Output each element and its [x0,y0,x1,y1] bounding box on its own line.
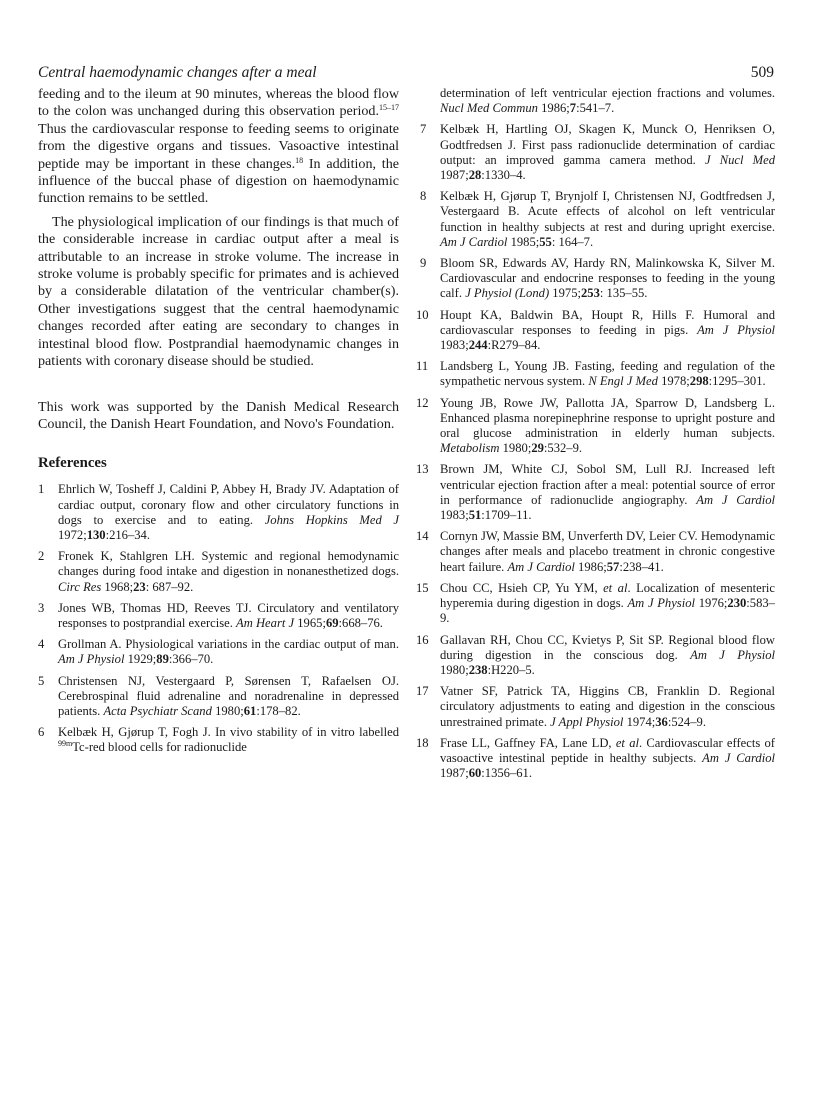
reference-item: 15 Chou CC, Hsieh CP, Yu YM, et al. Localization of mesenteric hyperemia during digestion in dogs. Am J Physiol 1976;230:583–9. [416,580,775,626]
page-number: 509 [750,64,774,81]
left-column [38,86,399,762]
reference-item: 11 Landsberg L, Young JB. Fasting, feeding and regulation of the sympathetic nervous system. N Engl J Med 1978;298:1295–301. [416,359,775,389]
citation-superscript: 15–17 [379,103,399,113]
citation-superscript: 18 [295,155,304,165]
reference-item: 7 Kelbæk H, Hartling OJ, Skagen K, Munck O, Henriksen O, Godtfredsen J. First pass radionuclide determination of cardiac output: an improved gamma camera method. J Nucl Med 1987;28:1330–4. [420,122,775,183]
reference-item: 12 Young JB, Rowe JW, Pallotta JA, Sparrow D, Landsberg L. Enhanced plasma norepinephrine response to upright posture and oral glucose administration in elderly human subjects. Metabolism 1980;29:532–9. [416,395,775,456]
reference-item: 8 Kelbæk H, Gjørup T, Brynjolf I, Christensen NJ, Godtfredsen J, Vestergaard B. Acute effects of alcohol on left ventricular function in healthy subjects at rest and during upright exercise. Am J Cardiol 1985;55: 164–7. [420,189,775,249]
references-heading: References [38,455,107,472]
reference-item: 3 Jones WB, Thomas HD, Reeves TJ. Circulatory and ventilatory responses to postprandial exercise. Am Heart J 1965;69:668–76. [38,600,399,630]
body-paragraph-continued: feeding and to the ileum at 90 minutes, whereas the blood flow to the colon was unchanged during this observation period.$^{15-17}$ Thus the cardiovascular response to feeding seems to originate from the digestive organs and tissues. Vasoactive intestinal peptide may be important in these changes.$^{18}$ In addition, the influence of the buccal phase of digestion on haemodynamic function remains to be settled. [38,86,399,207]
isotope-superscript: 99m [58,739,73,749]
running-head [38,64,774,86]
reference-item: 9 Bloom SR, Edwards AV, Hardy RN, Malinkowska K, Silver M. Cardiovascular and endocrine responses to feeding in the young calf. J Physiol (Lond) 1975;253: 135–55. [420,256,775,301]
reference-item: 17 Vatner SF, Patrick TA, Higgins CB, Franklin D. Regional circulatory adjustments to eating and digestion in the conscious unrestrained primate. J Appl Physiol 1974;36:524–9. [416,684,775,729]
body-paragraph-implication: The physiological implication of our findings is that much of the considerable increase in cardiac output after a meal is attributable to an increase in stroke volume. The increase in stroke volume is probably specific for primates and is achieved by a considerable dilatation of the ventricular chamber(s). Other investigations suggest that the central haemodynamic changes recorded after eating are secondary to changes in intestinal blood flow. Postprandial haemodynamic changes in patients with coronary disease should be studied. [38,213,399,370]
reference-item: 16 Gallavan RH, Chou CC, Kvietys P, Sit SP. Regional blood flow during digestion in the conscious dog. Am J Physiol 1980;238:H220–5. [416,632,776,677]
reference-item: 18 Frase LL, Gaffney FA, Lane LD, et al. Cardiovascular effects of vasoactive intestinal peptide in healthy subjects. Am J Cardiol 1987;60:1356–61. [416,735,775,781]
reference-item: 5 Christensen NJ, Vestergaard P, Sørensen T, Rafaelsen OJ. Cerebrospinal fluid adrenaline and noradrenaline in depressed patients. Acta Psychiatr Scand 1980;61:178–82. [38,673,399,718]
reference-item: 14 Cornyn JW, Massie BM, Unverferth DV, Leier CV. Hemodynamic changes after meals and placebo treatment in chronic congestive heart failure. Am J Cardiol 1986;57:238–41. [416,529,775,574]
running-title: Central haemodynamic changes after a meal [38,64,317,81]
reference-item: 4 Grollman A. Physiological variations in the cardiac output of man. Am J Physiol 1929;89:366–70. [38,637,399,667]
reference-continuation: determination of left ventricular ejection fractions and volumes. Nucl Med Commun 1986;7:541–7. [440,86,775,116]
right-column [416,86,776,787]
reference-item: 2 Fronek K, Stahlgren LH. Systemic and regional hemodynamic changes during food intake and digestion in nonanesthetized dogs. Circ Res 1968;23: 687–92. [38,549,399,594]
reference-item: 6 Kelbæk H, Gjørup T, Fogh J. In vivo stability of in vitro labelled $^{99m}$Tc-red blood cells for radionuclide [38,725,399,755]
reference-item: 10 Houpt KA, Baldwin BA, Houpt R, Hills F. Humoral and cardiovascular responses to feeding in pigs. Am J Physiol 1983;244:R279–84. [416,307,775,353]
reference-item: 13 Brown JM, White CJ, Sobol SM, Lull RJ. Increased left ventricular ejection fraction after a meal: potential source of error in performance of radionuclide angiography. Am J Cardiol 1983;51:1709–11. [416,462,775,523]
reference-item: 1 Ehrlich W, Tosheff J, Caldini P, Abbey H, Brady JV. Adaptation of cardiac output, coronary flow and other circulatory functions in dogs to exercise and to eating. Johns Hopkins Med J 1972;130:216–34. [38,482,399,542]
reference-list-right [416,86,776,781]
reference-list-left [38,482,399,755]
acknowledgement: This work was supported by the Danish Medical Research Council, the Danish Heart Foundation, and Novo's Foundation. [38,398,399,432]
